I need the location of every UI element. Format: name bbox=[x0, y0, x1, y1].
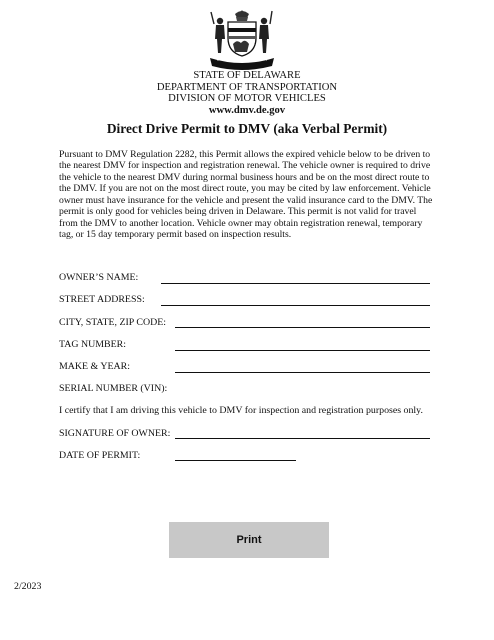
website-url: www.dmv.de.gov bbox=[208, 104, 286, 116]
date-of-permit-label: DATE OF PERMIT: bbox=[59, 450, 141, 461]
street-address-label: STREET ADDRESS: bbox=[59, 294, 145, 305]
date-of-permit-field[interactable] bbox=[175, 460, 296, 461]
division-name: DIVISION OF MOTOR VEHICLES bbox=[168, 93, 326, 105]
city-state-zip-label: CITY, STATE, ZIP CODE: bbox=[59, 317, 167, 328]
department-name: DEPARTMENT OF TRANSPORTATION bbox=[156, 81, 338, 93]
signature-label: SIGNATURE OF OWNER: bbox=[59, 428, 171, 439]
signature-field[interactable] bbox=[175, 438, 430, 439]
owner-name-label: OWNER’S NAME: bbox=[59, 272, 139, 283]
intro-paragraph: Pursuant to DMV Regulation 2282, this Permit allows the expired vehicle below to be driven to the nearest DMV for inspection and registration renewal. The vehicle owner is required to drive the vehicle to the nearest DMV during normal business hours and be on the most direct route to the DMV. If you are not on the most direct route, you may be cited by law enforcement. Vehicle owner must have insurance for the vehicle and present the valid insurance card to the DMV. The permit is only good for vehicles being driven in Delaware. This permit is not valid for travel from the DMV to another location. Vehicle owner may obtain registration renewal, temporary tag, or 15 day temporary permit based on inspection results. bbox=[59, 149, 433, 241]
serial-number-label: SERIAL NUMBER (VIN): bbox=[59, 383, 168, 394]
make-year-field[interactable] bbox=[175, 372, 430, 373]
make-year-label: MAKE & YEAR: bbox=[59, 361, 130, 372]
tag-number-label: TAG NUMBER: bbox=[59, 339, 126, 350]
agency-header bbox=[0, 70, 494, 116]
certification-statement: I certify that I am driving this vehicle to DMV for inspection and registration purposes only. bbox=[59, 405, 423, 416]
city-state-zip-field[interactable] bbox=[175, 327, 430, 328]
owner-name-field[interactable] bbox=[161, 283, 430, 284]
state-name: STATE OF DELAWARE bbox=[193, 70, 301, 81]
street-address-field[interactable] bbox=[161, 305, 430, 306]
delaware-seal-icon bbox=[207, 8, 277, 72]
tag-number-field[interactable] bbox=[175, 350, 430, 351]
print-button[interactable]: Print bbox=[169, 522, 329, 558]
form-revision-date: 2/2023 bbox=[14, 581, 42, 592]
page-title: Direct Drive Permit to DMV (aka Verbal Permit) bbox=[106, 121, 388, 136]
